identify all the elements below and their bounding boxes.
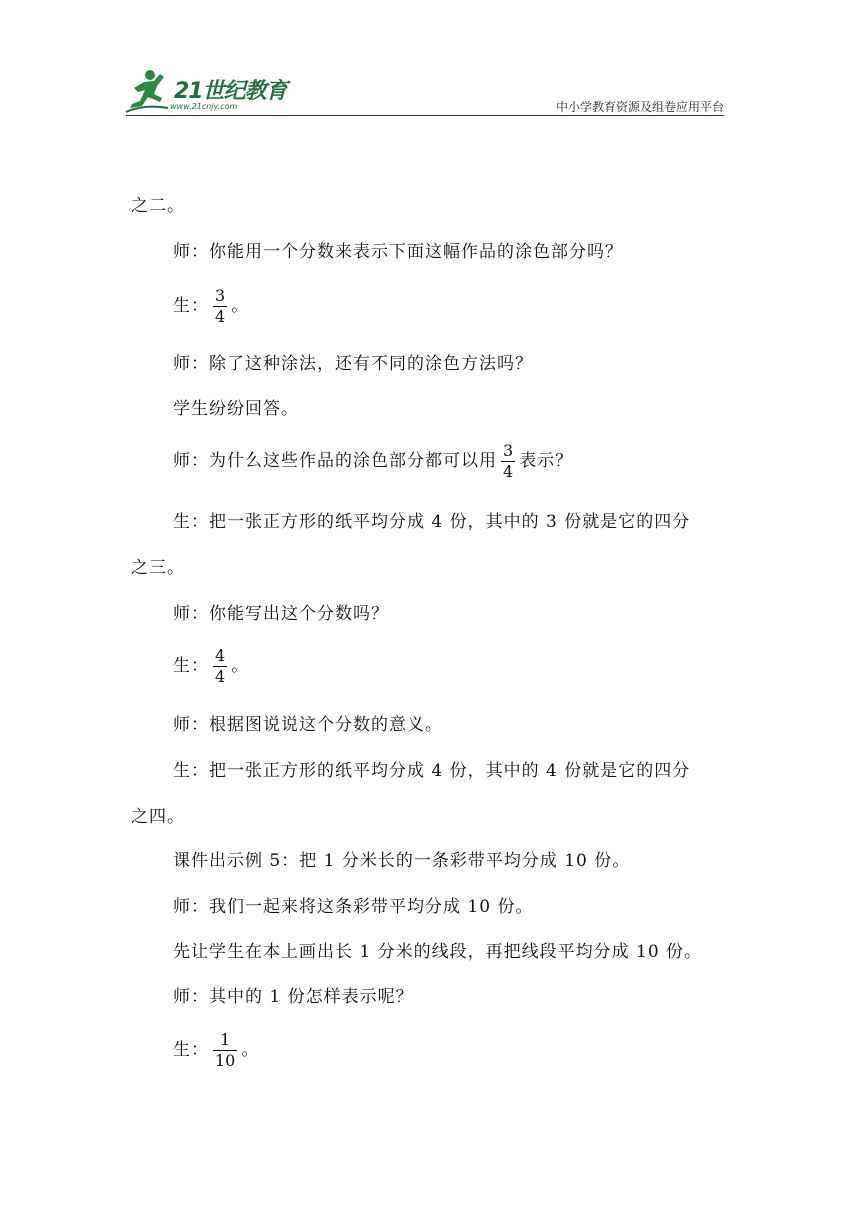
text-line: 师：你能写出这个分数吗？ [173,604,389,624]
text-line: 课件出示例 5：把 1 分米长的一条彩带平均分成 10 份。 [173,851,631,871]
fraction-numerator: 3 [503,441,514,460]
fraction [213,646,227,687]
fraction [213,286,227,327]
page-header [0,0,860,120]
fraction-numerator: 4 [215,646,226,665]
text-line: 之四。 [131,807,185,827]
text-line: 学生纷纷回答。 [173,399,299,419]
fraction-denominator: 10 [215,1051,236,1070]
text-line: 师：除了这种涂法，还有不同的涂色方法吗？ [173,354,533,374]
header-divider [126,115,724,116]
text-line: 师：根据图说说这个分数的意义。 [173,715,443,735]
speaker-label: 生： [173,296,209,316]
text-line-with-fraction [173,646,249,687]
site-logo [124,68,294,116]
text-line: 生：把一张正方形的纸平均分成 4 份，其中的 3 份就是它的四分 [173,512,691,532]
text-line: 师：我们一起来将这条彩带平均分成 10 份。 [173,897,534,917]
fraction-denominator: 4 [503,462,514,481]
line-suffix: 表示？ [519,451,574,471]
text-line-with-fraction [173,1030,259,1071]
fraction [501,441,515,482]
header-platform-text: 中小学教育资源及组卷应用平台 [555,100,724,114]
fraction-denominator: 4 [215,667,226,686]
fraction-numerator: 3 [215,286,226,305]
text-line: 生：把一张正方形的纸平均分成 4 份，其中的 4 份就是它的四分 [173,761,691,781]
speaker-label: 生： [173,1040,209,1060]
text-line: 师：你能用一个分数来表示下面这幅作品的涂色部分吗？ [173,242,623,262]
logo-title: 21世纪教育 [174,79,287,104]
text-line-with-fraction [173,441,573,482]
logo-url: www.21cnjy.com [170,102,238,111]
text-line: 之二。 [131,196,185,216]
text-line-with-fraction [173,286,249,327]
text-line: 之三。 [131,558,185,578]
fraction [213,1030,237,1071]
line-suffix: 。 [231,296,250,316]
fraction-denominator: 4 [215,307,226,326]
text-line: 先让学生在本上画出长 1 分米的线段，再把线段平均分成 10 份。 [173,942,703,962]
line-suffix: 。 [231,656,250,676]
fraction-numerator: 1 [213,1030,237,1051]
speaker-label: 生： [173,656,209,676]
line-suffix: 。 [241,1040,260,1060]
text-line: 师：其中的 1 份怎样表示呢？ [173,987,414,1007]
line-prefix: 师：为什么这些作品的涂色部分都可以用 [173,451,497,471]
runner-logo-icon [124,68,172,114]
